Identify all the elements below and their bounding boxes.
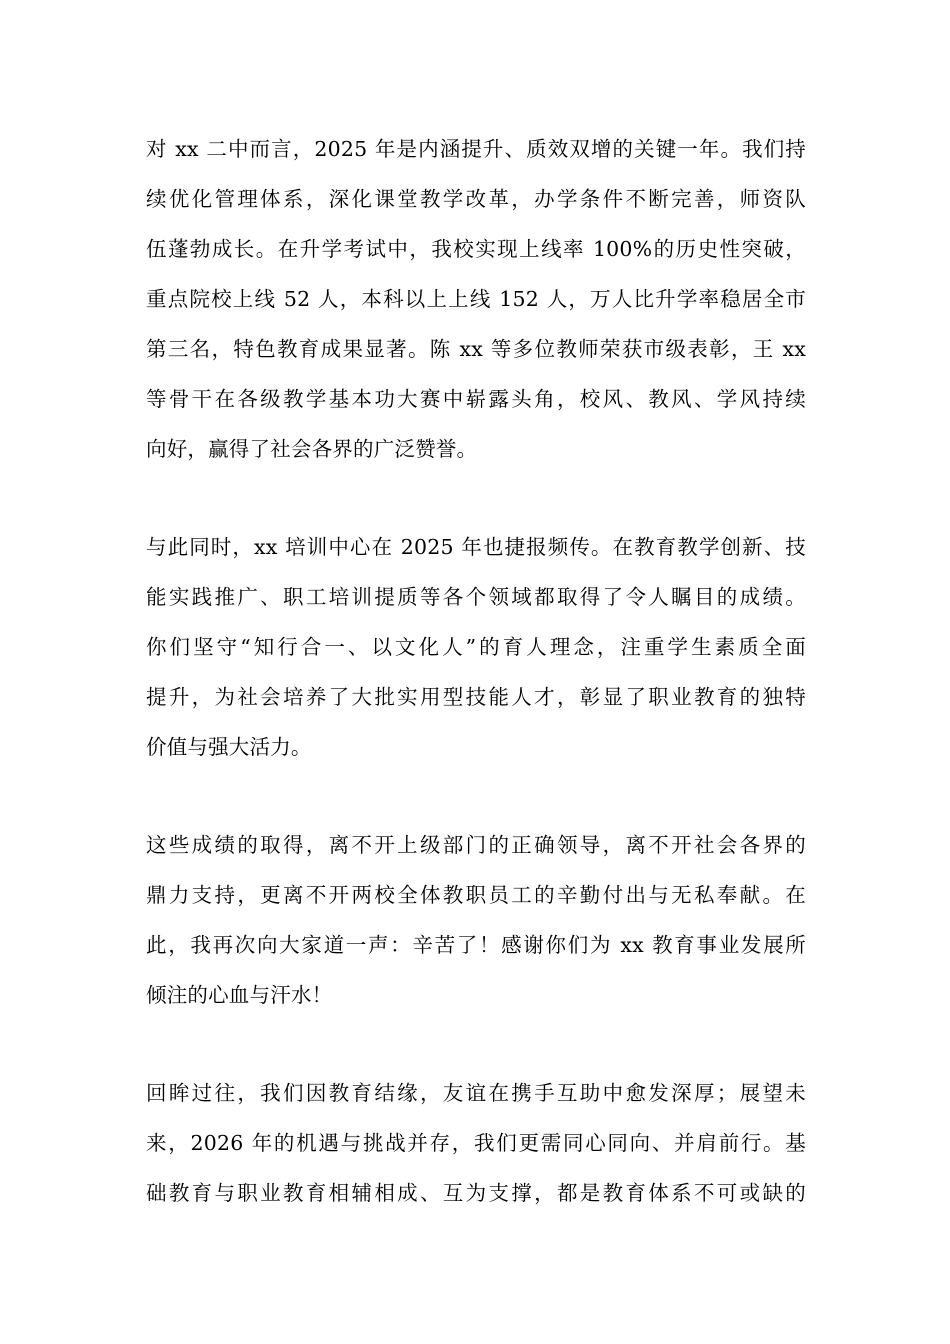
text-line: 提升，为社会培养了大批实用型技能人才，彰显了职业教育的独特 <box>146 685 806 709</box>
paragraph-3 <box>146 820 806 1020</box>
text-line: 这些成绩的取得，离不开上级部门的正确领导，离不开社会各界的 <box>146 833 806 857</box>
paragraph-1 <box>146 124 806 474</box>
text-line: 向好，赢得了社会各界的广泛赞誉。 <box>146 437 478 461</box>
text-line: 与此同时，xx 培训中心在 2025 年也捷报频传。在教育教学创新、技 <box>146 535 806 559</box>
text-line: 你们坚守“知行合一、以文化人”的育人理念，注重学生素质全面 <box>146 635 806 659</box>
paragraph-2 <box>146 522 806 772</box>
text-line: 重点院校上线 52 人，本科以上上线 152 人，万人比升学率稳居全市 <box>146 287 806 311</box>
text-line: 鼎力支持，更离不开两校全体教职员工的辛勤付出与无私奉献。在 <box>146 883 806 907</box>
text-line: 倾注的心血与汗水！ <box>146 983 333 1007</box>
text-line: 价值与强大活力。 <box>146 735 312 759</box>
text-line: 伍蓬勃成长。在升学考试中，我校实现上线率 100%的历史性突破， <box>146 237 806 261</box>
text-line: 础教育与职业教育相辅相成、互为支撑，都是教育体系不可或缺的 <box>146 1181 806 1205</box>
text-line: 此，我再次向大家道一声：辛苦了！感谢你们为 xx 教育事业发展所 <box>146 933 806 957</box>
text-line: 第三名，特色教育成果显著。陈 xx 等多位教师荣获市级表彰，王 xx <box>146 337 806 361</box>
text-line: 对 xx 二中而言，2025 年是内涵提升、质效双增的关键一年。我们持 <box>146 137 806 161</box>
paragraph-4 <box>146 1068 806 1218</box>
text-line: 能实践推广、职工培训提质等各个领域都取得了令人瞩目的成绩。 <box>146 585 806 609</box>
text-line: 来，2026 年的机遇与挑战并存，我们更需同心同向、并肩前行。基 <box>146 1131 806 1155</box>
text-line: 续优化管理体系，深化课堂教学改革，办学条件不断完善，师资队 <box>146 187 806 211</box>
text-line: 回眸过往，我们因教育结缘，友谊在携手互助中愈发深厚；展望未 <box>146 1081 806 1105</box>
text-line: 等骨干在各级教学基本功大赛中崭露头角，校风、教风、学风持续 <box>146 387 806 411</box>
